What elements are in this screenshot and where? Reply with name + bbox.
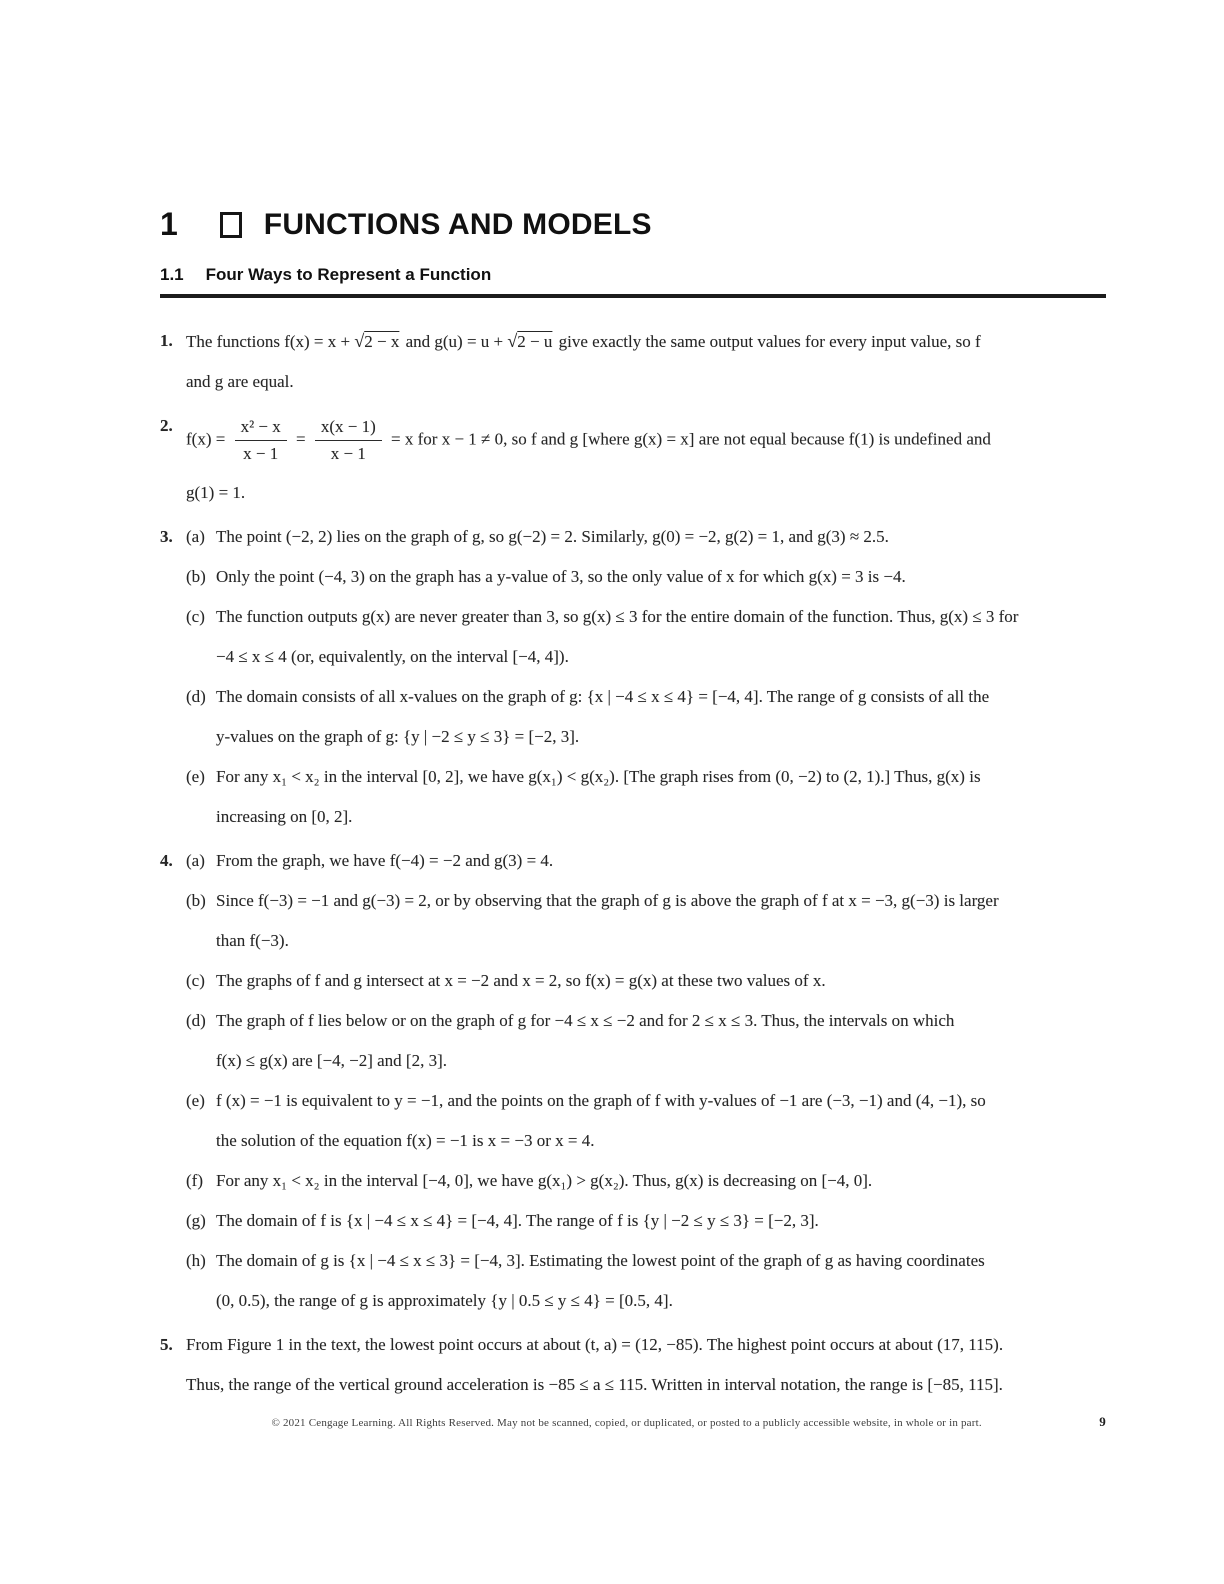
- problem-part-c: [186, 961, 1106, 1001]
- chapter-marker-box-icon: [220, 212, 242, 238]
- text-line: The domain consists of all x-values on the graph of g: {x | −4 ≤ x ≤ 4} = [−4, 4]. The range of g consists of all the: [216, 687, 990, 706]
- text-segment: =: [291, 429, 310, 449]
- section-number: 1.1: [160, 265, 184, 284]
- part-label: (b): [186, 567, 206, 586]
- part-label: (e): [186, 767, 205, 786]
- part-content: [216, 517, 1106, 557]
- text-line: From Figure 1 in the text, the lowest point occurs at about (t, a) = (12, −85). The highest point occurs at about (17, 115).: [186, 1335, 1004, 1354]
- fraction-denominator: x − 1: [330, 444, 366, 463]
- text-line: Only the point (−4, 3) on the graph has a y-value of 3, so the only value of x for which g(x) = 3 is −4.: [216, 567, 906, 586]
- equation-line: [186, 406, 1106, 473]
- chapter-number: 1: [160, 206, 178, 242]
- text-line: The domain of f is {x | −4 ≤ x ≤ 4} = [−4, 4]. The range of f is {y | −2 ≤ y ≤ 3} = [−2, 3].: [216, 1211, 819, 1230]
- text-line: The graph of f lies below or on the graph of g for −4 ≤ x ≤ −2 and for 2 ≤ x ≤ 3. Thus, the intervals on which: [216, 1011, 955, 1030]
- text-line: f (x) = −1 is equivalent to y = −1, and the points on the graph of f with y-values of −1 are (−3, −1) and (4, −1), so: [216, 1091, 986, 1110]
- part-content: [216, 597, 1106, 677]
- problem-2: [160, 406, 1106, 513]
- problem-number: 2.: [160, 416, 173, 435]
- part-content: [216, 557, 1106, 597]
- fraction: [235, 416, 287, 465]
- text-line: g(1) = 1.: [186, 483, 246, 502]
- part-content: [216, 1241, 1106, 1321]
- chapter-title: FUNCTIONS AND MODELS: [263, 207, 652, 241]
- problem-part-d: [186, 1001, 1106, 1081]
- part-label: (e): [186, 1091, 205, 1110]
- part-label: (f): [186, 1171, 203, 1190]
- part-label: (b): [186, 891, 206, 910]
- solutions-list: [160, 321, 1106, 1405]
- fraction-numerator: x² − x: [235, 416, 287, 441]
- problem-part-f: [186, 1161, 1106, 1201]
- fraction-numerator: x(x − 1): [315, 416, 382, 441]
- part-content: [216, 1081, 1106, 1161]
- part-content: [216, 961, 1106, 1001]
- text-segment: give exactly the same output values for every input value, so f: [554, 332, 981, 351]
- problem-part-a: [186, 841, 1106, 881]
- part-label: (c): [186, 607, 205, 626]
- text-segment: f(x) =: [186, 429, 230, 449]
- problem-part-d: [186, 677, 1106, 757]
- section-title: Four Ways to Represent a Function: [205, 265, 492, 284]
- text-line: For any x₁ < x₂ in the interval [0, 2], we have g(x₁) < g(x₂). [The graph rises from (0, −2) to (2, 1).] Thus, g(x) is: [216, 767, 981, 786]
- problem-part-a: [186, 517, 1106, 557]
- problem-3: [160, 517, 1106, 837]
- problem-part-h: [186, 1241, 1106, 1321]
- fraction-denominator: x − 1: [243, 444, 279, 463]
- problem-1: [160, 321, 1106, 402]
- page-content: [160, 206, 1106, 1405]
- part-label: (a): [186, 527, 205, 546]
- text-segment: = x for x − 1 ≠ 0, so f and g [where g(x) = x] are not equal because f(1) is undefined and: [386, 429, 991, 449]
- text-line: y-values on the graph of g: {y | −2 ≤ y ≤ 3} = [−2, 3].: [216, 727, 580, 746]
- text-line: The domain of g is {x | −4 ≤ x ≤ 3} = [−4, 3]. Estimating the lowest point of the graph of g as having coordinates: [216, 1251, 985, 1270]
- sqrt-radical-icon: √: [354, 331, 365, 351]
- section-header: [160, 265, 1106, 285]
- problem-5: [160, 1325, 1106, 1405]
- part-content: [216, 757, 1106, 837]
- part-label: (h): [186, 1251, 206, 1270]
- part-content: [216, 1201, 1106, 1241]
- text-line: −4 ≤ x ≤ 4 (or, equivalently, on the interval [−4, 4]).: [216, 647, 569, 666]
- part-content: [216, 881, 1106, 961]
- text-line: (0, 0.5), the range of g is approximately {y | 0.5 ≤ y ≤ 4} = [0.5, 4].: [216, 1291, 673, 1310]
- problem-part-g: [186, 1201, 1106, 1241]
- problem-part-b: [186, 881, 1106, 961]
- problem-number: 4.: [160, 851, 173, 870]
- sqrt-expression: [354, 332, 401, 351]
- part-content: [216, 1001, 1106, 1081]
- text-line: Since f(−3) = −1 and g(−3) = 2, or by observing that the graph of g is above the graph of f at x = −3, g(−3) is larger: [216, 891, 999, 910]
- problem-part-b: [186, 557, 1106, 597]
- text-line: the solution of the equation f(x) = −1 is x = −3 or x = 4.: [216, 1131, 595, 1150]
- copyright-notice: © 2021 Cengage Learning. All Rights Reserved. May not be scanned, copied, or duplicated, or posted to a publicly accessible website, in whole or in part.: [271, 1417, 982, 1429]
- chapter-header: [160, 206, 1106, 243]
- part-label: (c): [186, 971, 205, 990]
- problem-body: [186, 321, 1106, 402]
- problem-number: 3.: [160, 527, 173, 546]
- fraction: [315, 416, 382, 465]
- problem-number: 1.: [160, 331, 173, 350]
- problem-part-e: [186, 1081, 1106, 1161]
- sqrt-radicand: 2 − u: [517, 332, 553, 351]
- problem-body: [186, 841, 1106, 1321]
- text-line: [186, 321, 1106, 362]
- problem-part-c: [186, 597, 1106, 677]
- text-line: The point (−2, 2) lies on the graph of g, so g(−2) = 2. Similarly, g(0) = −2, g(2) = 1, and g(3) ≈ 2.5.: [216, 527, 889, 546]
- text-segment: The functions f(x) = x +: [186, 332, 355, 351]
- part-label: (g): [186, 1211, 206, 1230]
- part-content: [216, 841, 1106, 881]
- text-line: From the graph, we have f(−4) = −2 and g(3) = 4.: [216, 851, 554, 870]
- text-line: increasing on [0, 2].: [216, 807, 353, 826]
- problem-number: 5.: [160, 1335, 173, 1354]
- problem-part-e: [186, 757, 1106, 837]
- sqrt-radicand: 2 − x: [364, 332, 400, 351]
- sqrt-expression: [507, 332, 554, 351]
- text-line: than f(−3).: [216, 931, 289, 950]
- page-footer: [160, 1414, 1106, 1430]
- sqrt-radical-icon: √: [507, 331, 518, 351]
- part-content: [216, 1161, 1106, 1201]
- text-line: The function outputs g(x) are never greater than 3, so g(x) ≤ 3 for the entire domain of the function. Thus, g(x) ≤ 3 for: [216, 607, 1019, 626]
- section-divider-rule: [160, 294, 1106, 298]
- problem-body: [186, 517, 1106, 837]
- problem-body: [186, 1325, 1106, 1405]
- text-segment: and g(u) = u +: [401, 332, 508, 351]
- part-label: (d): [186, 1011, 206, 1030]
- text-line: f(x) ≤ g(x) are [−4, −2] and [2, 3].: [216, 1051, 448, 1070]
- part-label: (a): [186, 851, 205, 870]
- problem-body: [186, 406, 1106, 513]
- text-line: and g are equal.: [186, 372, 294, 391]
- part-label: (d): [186, 687, 206, 706]
- text-line: The graphs of f and g intersect at x = −2 and x = 2, so f(x) = g(x) at these two values of x.: [216, 971, 826, 990]
- text-line: For any x₁ < x₂ in the interval [−4, 0], we have g(x₁) > g(x₂). Thus, g(x) is decreasing on [−4, 0].: [216, 1171, 873, 1190]
- text-line: Thus, the range of the vertical ground acceleration is −85 ≤ a ≤ 115. Written in interval notation, the range is [−85, 115].: [186, 1375, 1003, 1394]
- part-content: [216, 677, 1106, 757]
- page-number: 9: [1099, 1414, 1106, 1429]
- problem-4: [160, 841, 1106, 1321]
